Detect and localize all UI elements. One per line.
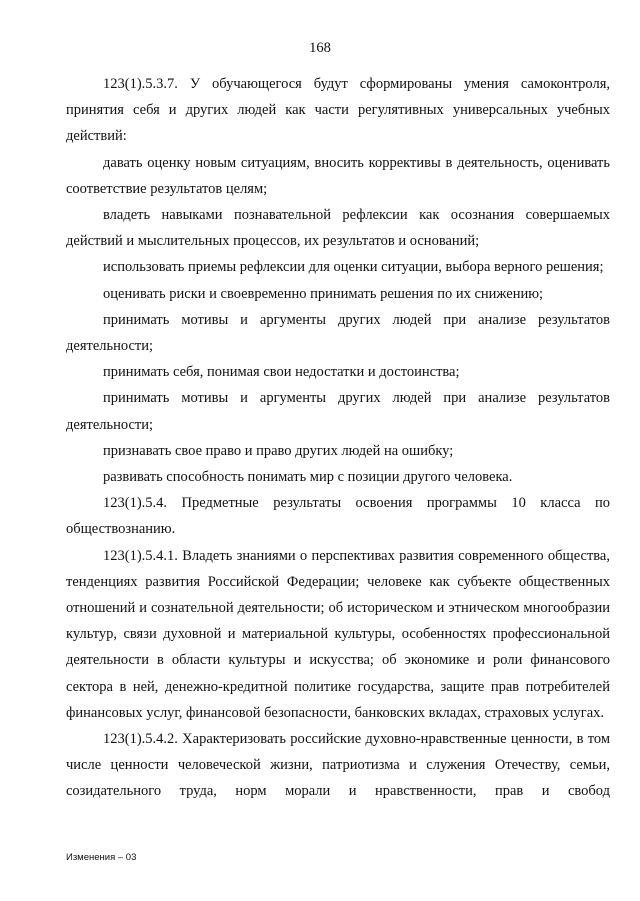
- paragraph-reflection-techniques: использовать приемы рефлексии для оценки ситуации, выбора верного решения;: [103, 259, 604, 276]
- document-body: [66, 71, 610, 805]
- footer-revision-note: Изменения – 03: [66, 852, 137, 863]
- paragraph-understand-world: развивать способность понимать мир с позиции другого человека.: [103, 469, 513, 486]
- page-number: 168: [309, 40, 331, 56]
- paragraph-right-to-error: признавать свое право и право других людей на ошибку;: [103, 442, 454, 459]
- paragraph-cognitive-reflection: владеть навыками познавательной рефлексии как осознания совершаемых действий и мыслительных процессов, их результатов и оснований;: [66, 207, 610, 250]
- paragraph-section-5-4: 123(1).5.4. Предметные результаты освоения программы 10 класса по обществознанию.: [66, 495, 610, 538]
- paragraph-section-5-3-7: 123(1).5.3.7. У обучающегося будут сформированы умения самоконтроля, принятия себя и других людей как части регулятивных универсальных учебных действий:: [66, 76, 610, 145]
- paragraph-accept-self: принимать себя, понимая свои недостатки и достоинства;: [103, 364, 460, 381]
- paragraph-accept-motives-2: принимать мотивы и аргументы других людей при анализе результатов деятельности;: [66, 390, 610, 433]
- paragraph-evaluate-situations: давать оценку новым ситуациям, вносить коррективы в деятельность, оценивать соответствие результатов целям;: [66, 154, 610, 197]
- paragraph-section-5-4-1: 123(1).5.4.1. Владеть знаниями о перспективах развития современного общества, тенденциях развития Российской Федерации; человеке как субъекте общественных отношений и сознательной деятельности; об историческом и этническом многообразии культур, связи духовной и материальной культуры, особенностях профессиональной деятельности в области культуры и искусства; об экономике и роли финансового сектора в ней, денежно-кредитной политике государства, защите прав потребителей финансовых услуг, финансовой безопасности, банковских вкладах, страховых услугах.: [66, 547, 610, 721]
- paragraph-accept-motives-1: принимать мотивы и аргументы других людей при анализе результатов деятельности;: [66, 311, 610, 355]
- paragraph-section-5-4-2: 123(1).5.4.2. Характеризовать российские духовно-нравственные ценности, в том числе ценности человеческой жизни, патриотизма и служения Отечеству, семьи, созидательного труда, норм морали и нравственности, прав и свобод: [66, 731, 610, 800]
- paragraph-assess-risks: оценивать риски и своевременно принимать решения по их снижению;: [103, 285, 544, 302]
